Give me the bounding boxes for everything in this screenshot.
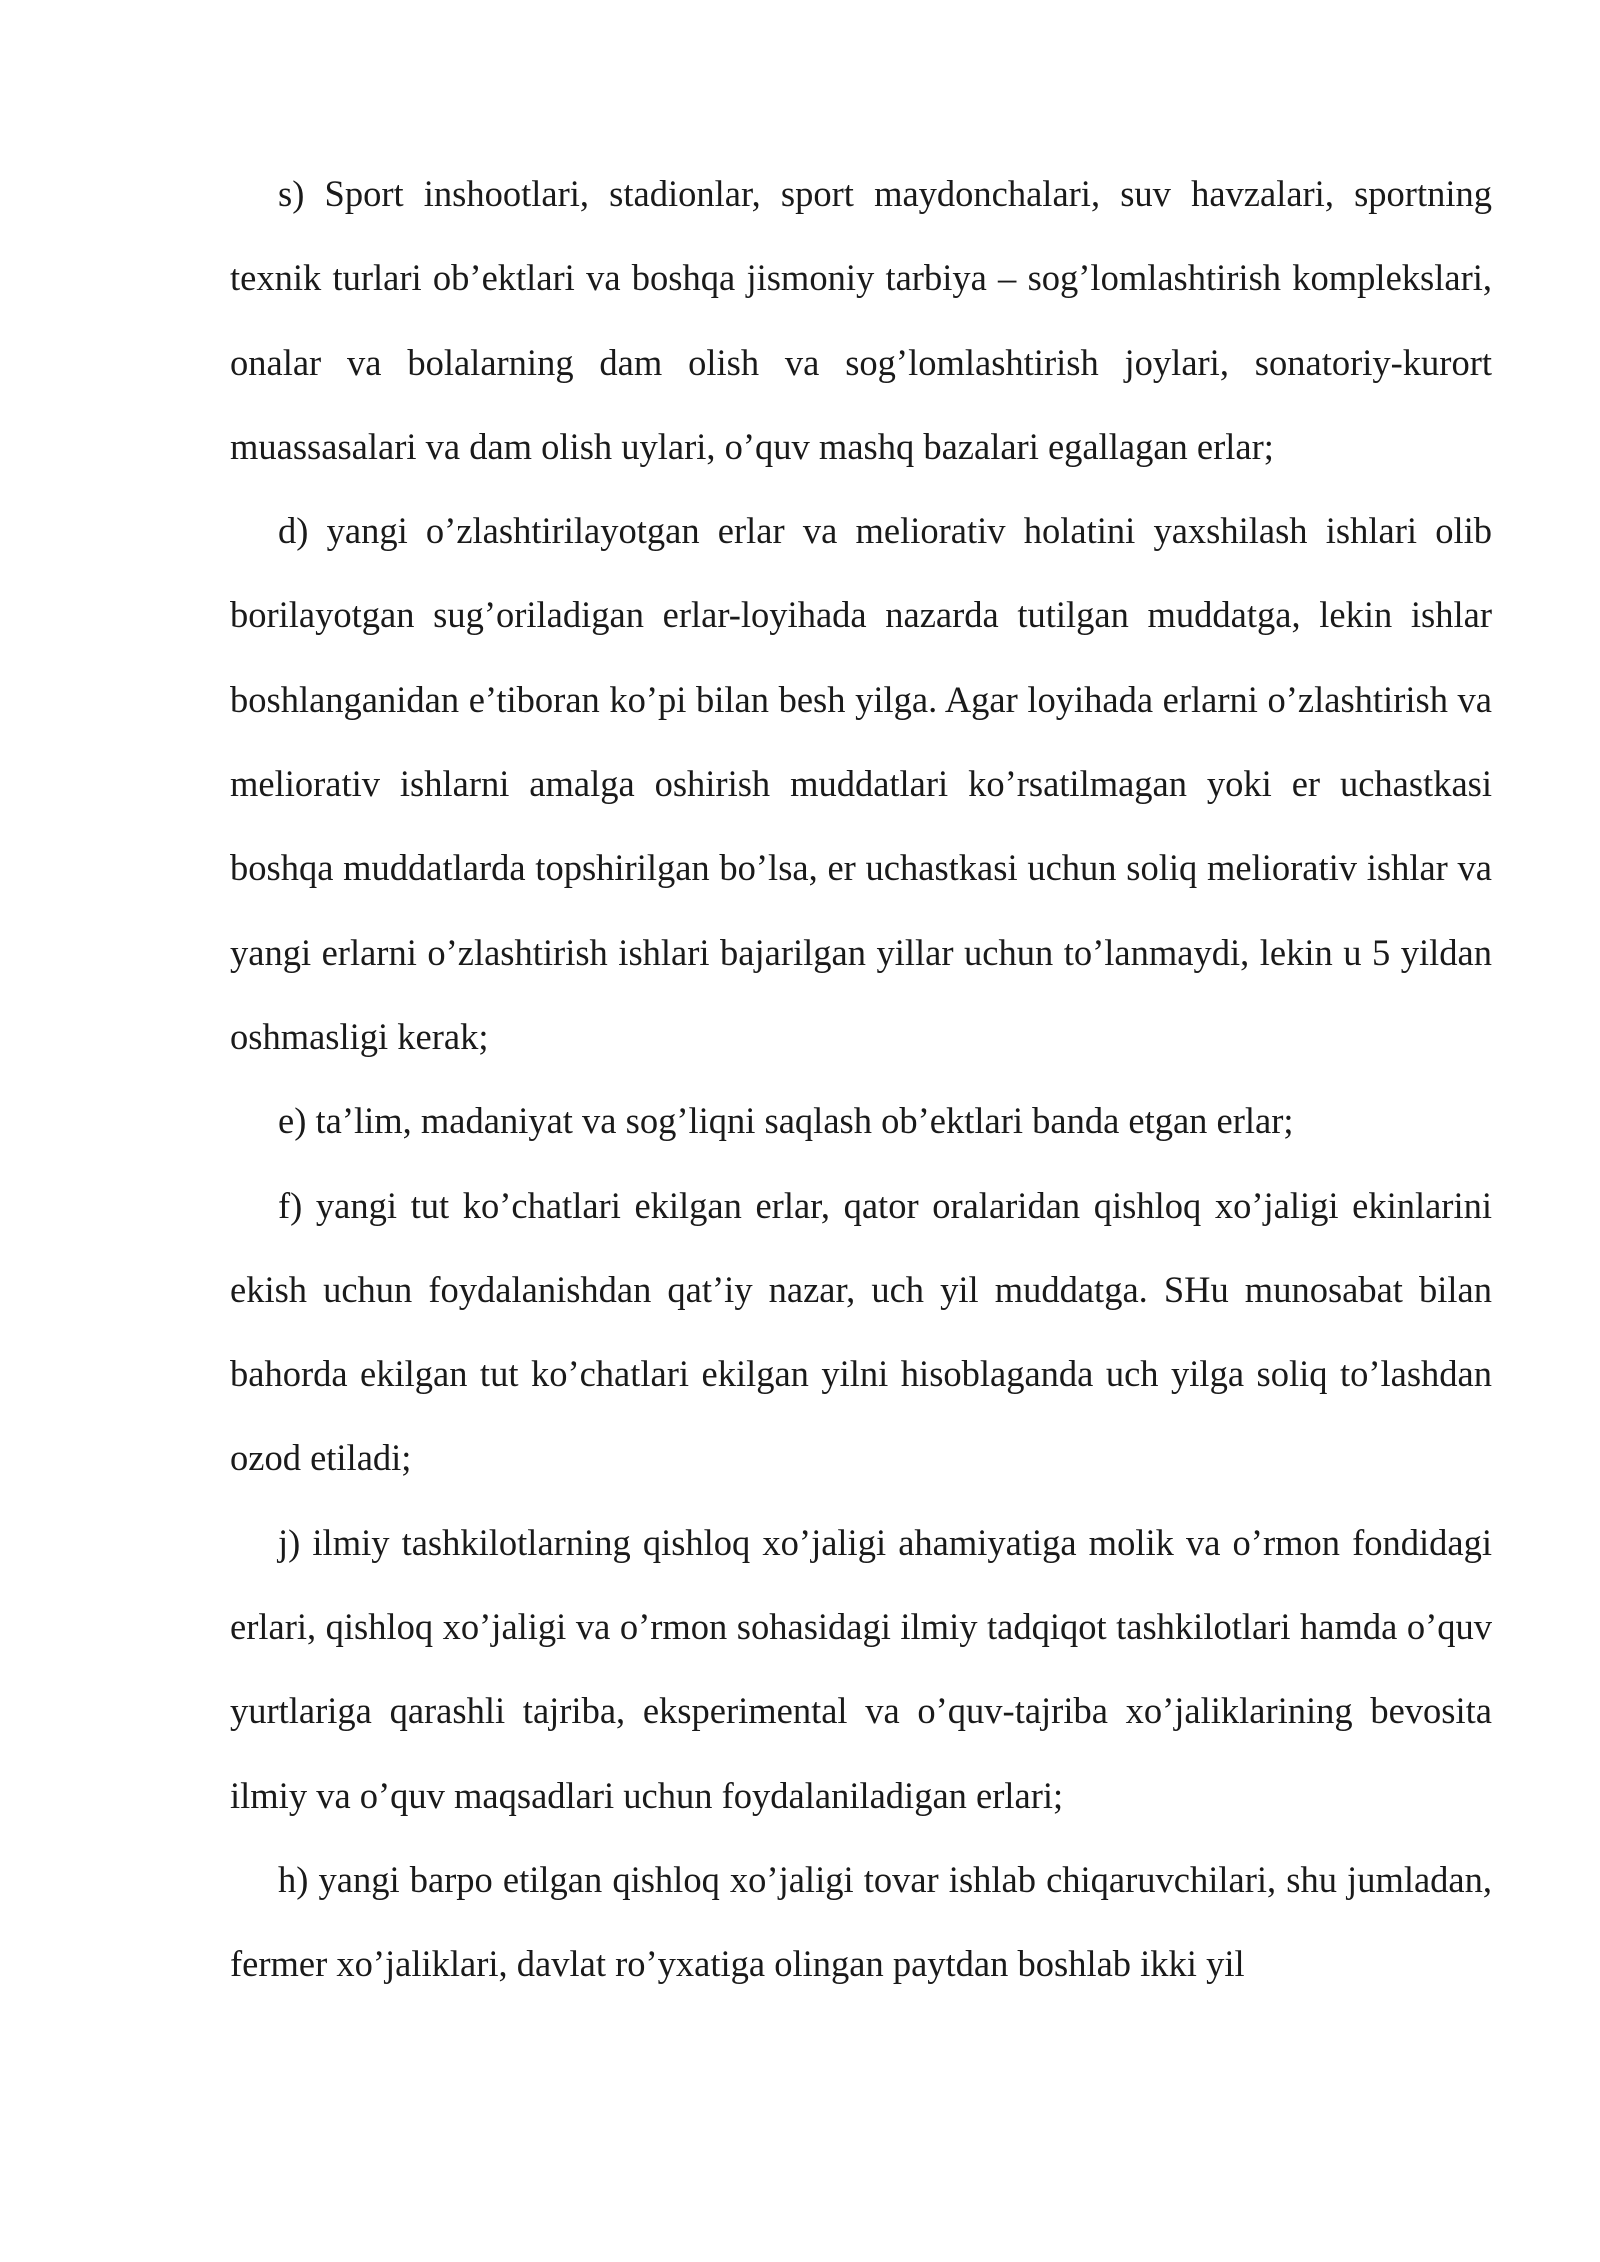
paragraph-f: f) yangi tut ko’chatlari ekilgan erlar, qator oralaridan qishloq xo’jaligi ekinlarini ekish uchun foydalanishdan qat’iy nazar, uch yil muddatga. SHu munosabat bilan bahorda ekilgan tut ko’chatlari ekilgan yilni hisoblaganda uch yilga soliq to’lashdan ozod etiladi; xyxy=(230,1184,1492,1479)
document-body xyxy=(230,152,1492,2007)
paragraph-h: h) yangi barpo etilgan qishloq xo’jaligi tovar ishlab chiqaruvchilari, shu jumladan, fermer xo’jaliklari, davlat ro’yxatiga olingan paytdan boshlab ikki yil xyxy=(230,1858,1492,1985)
paragraph-j: j) ilmiy tashkilotlarning qishloq xo’jaligi ahamiyatiga molik va o’rmon fondidagi erlari, qishloq xo’jaligi va o’rmon sohasidagi ilmiy tadqiqot tashkilotlari hamda o’quv yurtlariga qarashli tajriba, eksperimental va o’quv-tajriba xo’jaliklarining bevosita ilmiy va o’quv maqsadlari uchun foydalaniladigan erlari; xyxy=(230,1521,1492,1816)
paragraph-d: d) yangi o’zlashtirilayotgan erlar va meliorativ holatini yaxshilash ishlari olib borilayotgan sug’oriladigan erlar-loyihada nazarda tutilgan muddatga, lekin ishlar boshlanganidan e’tiboran ko’pi bilan besh yilga. Agar loyihada erlarni o’zlashtirish va meliorativ ishlarni amalga oshirish muddatlari ko’rsatilmagan yoki er uchastkasi boshqa muddatlarda topshirilgan bo’lsa, er uchastkasi uchun soliq meliorativ ishlar va yangi erlarni o’zlashtirish ishlari bajarilgan yillar uchun to’lanmaydi, lekin u 5 yildan oshmasligi kerak; xyxy=(230,510,1492,1057)
paragraph-s: s) Sport inshootlari, stadionlar, sport maydonchalari, suv havzalari, sportning texnik turlari ob’ektlari va boshqa jismoniy tarbiya – sog’lomlashtirish komplekslari, onalar va bolalarning dam olish va sog’lomlashtirish joylari, sonatoriy-kurort muassasalari va dam olish uylari, o’quv mashq bazalari egallagan erlar; xyxy=(230,173,1492,467)
paragraph-e: e) ta’lim, madaniyat va sog’liqni saqlash ob’ektlari banda etgan erlar; xyxy=(278,1100,1294,1142)
